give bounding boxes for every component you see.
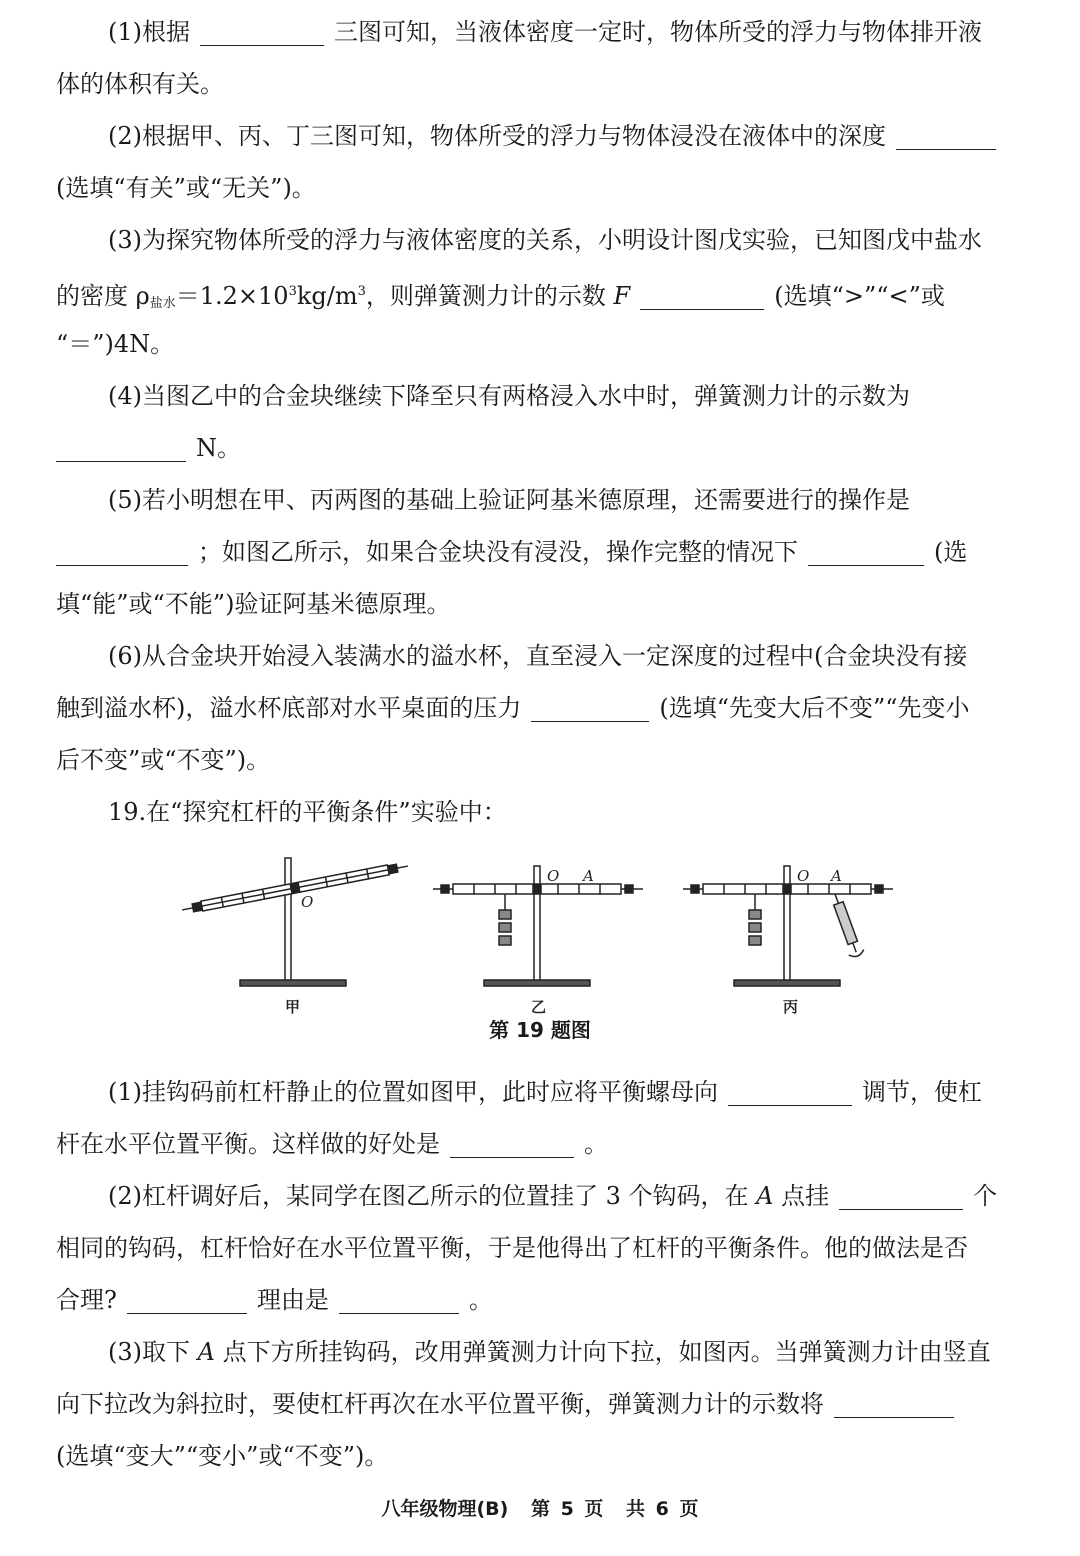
text: ＝1.2×10 [175,282,289,310]
variable-f: F [613,282,631,310]
answer-blank[interactable] [200,19,324,46]
label-jia: 甲 [285,998,301,1016]
variable-a: A [756,1182,774,1210]
text: 向下拉改为斜拉时，要使杠杆再次在水平位置平衡，弹簧测力计的示数将 [56,1390,824,1418]
answer-blank[interactable] [728,1079,852,1106]
q18-part2-line2: (选填“有关”或“无关”)。 [56,174,316,202]
text: (选 [934,538,968,566]
q19-part2-line2: 相同的钩码，杠杆恰好在水平位置平衡，于是他得出了杠杆的平衡条件。他的做法是否 [56,1234,968,1262]
text: 个 [973,1182,998,1210]
text: ，则弹簧测力计的示数 [365,282,606,310]
text: 。 [468,1286,493,1314]
figure-caption: 第 19 题图 [489,1018,591,1042]
answer-blank[interactable] [56,435,186,462]
q18-part5-line3: 填“能”或“不能”)验证阿基米德原理。 [56,590,451,618]
text: (1)根据 [108,18,190,46]
text: kg/m [296,282,358,310]
text: (3)取下 [108,1338,190,1366]
q18-part5-line2 [56,526,1024,578]
q18-part2-line1 [56,110,1024,162]
text: 触到溢水杯)，溢水杯底部对水平桌面的压力 [56,694,522,722]
q19-part1-line1 [56,1066,1024,1118]
label-o-jia: O [301,893,314,911]
answer-blank[interactable] [808,539,924,566]
q19-part3-line1 [56,1326,1024,1378]
answer-blank[interactable] [56,539,188,566]
footer-subject: 八年级物理(B) [381,1498,509,1520]
q18-part6-line1: (6)从合金块开始浸入装满水的溢水杯，直至浸入一定深度的过程中(合金块没有接 [108,642,968,670]
q18-part3-line1: (3)为探究物体所受的浮力与液体密度的关系，小明设计图戊实验，已知图戊中盐水 [108,226,982,254]
text: 杆在水平位置平衡。这样做的好处是 [56,1130,440,1158]
lever-jia [181,858,409,986]
label-a-bing: A [831,867,842,885]
text: 的密度 ρ [56,282,150,310]
text: (2)杠杆调好后，某同学在图乙所示的位置挂了 3 个钩码，在 [108,1182,749,1210]
answer-blank[interactable] [127,1287,247,1314]
superscript: 3 [357,284,366,299]
q18-part1-line2: 体的体积有关。 [56,70,224,98]
q19-part2-line1 [56,1170,1024,1222]
q18-part6-line3: 后不变”或“不变”)。 [56,746,271,774]
q19-part2-line3 [56,1274,1024,1326]
label-bing: 丙 [783,998,799,1016]
subscript: 盐水 [149,296,176,311]
q18-part1-line1 [56,6,1024,58]
text: 。 [584,1130,608,1158]
text: ；如图乙所示，如果合金块没有浸没，操作完整的情况下 [198,538,798,566]
answer-blank[interactable] [339,1287,459,1314]
text: 理由是 [256,1286,329,1314]
q19-part3-line3: (选填“变大”“变小”或“不变”)。 [56,1442,389,1470]
lever-yi [433,866,643,986]
q18-part5-line1: (5)若小明想在甲、丙两图的基础上验证阿基米德原理，还需要进行的操作是 [108,486,910,514]
lever-bing [683,866,893,986]
label-o-yi: O [547,867,560,885]
label-a-yi: A [583,867,594,885]
text: (1)挂钩码前杠杆静止的位置如图甲，此时应将平衡螺母向 [108,1078,718,1106]
q19-part1-line2 [56,1118,1024,1170]
q18-part4-line1: (4)当图乙中的合金块继续下降至只有两格浸入水中时，弹簧测力计的示数为 [108,382,910,410]
text: 点挂 [781,1182,830,1210]
answer-blank[interactable] [839,1183,963,1210]
page-footer [0,1494,1080,1521]
answer-blank[interactable] [450,1131,574,1158]
label-yi: 乙 [531,998,547,1016]
text: 点下方所挂钩码，改用弹簧测力计向下拉，如图丙。当弹簧测力计由竖直 [222,1338,991,1366]
q19-title: 19.在“探究杠杆的平衡条件”实验中： [108,798,507,826]
superscript: 3 [288,284,297,299]
text: (选填“先变大后不变”“先变小 [659,694,970,722]
variable-a: A [197,1338,215,1366]
footer-page: 第 5 页 [530,1498,604,1520]
answer-blank[interactable] [834,1391,954,1418]
label-o-bing: O [797,867,810,885]
q18-part3-line3: “＝”)4N。 [56,330,175,358]
answer-blank[interactable] [640,283,764,310]
text: N。 [196,434,241,462]
q18-part6-line2 [56,682,1024,734]
footer-total: 共 6 页 [626,1498,699,1520]
text: (2)根据甲、丙、丁三图可知，物体所受的浮力与物体浸没在液体中的深度 [108,122,886,150]
q18-part4-line2 [56,422,1024,474]
text: 三图可知，当液体密度一定时，物体所受的浮力与物体排开液 [334,18,982,46]
text: (选填“>”“<”或 [774,282,945,310]
answer-blank[interactable] [896,123,996,150]
answer-blank[interactable] [531,695,649,722]
q19-part3-line2 [56,1378,1024,1430]
text: 调节，使杠 [862,1078,982,1106]
text: 合理? [56,1286,117,1314]
